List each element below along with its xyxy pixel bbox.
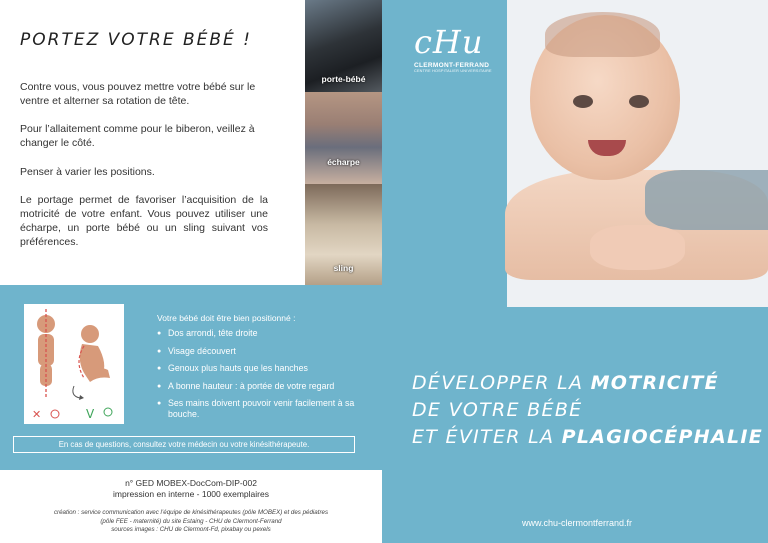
baby-eye [573,95,593,108]
list-item: ● A bonne hauteur : à portée de votre regard [157,381,367,392]
logo-mark: cHu [414,23,484,61]
headline-text: ET ÉVITER LA [412,426,562,448]
photo-label: porte-bébé [321,74,366,84]
photo-label: écharpe [327,157,360,167]
photo-label: sling [333,263,354,273]
list-item: ● Ses mains doivent pouvoir venir facilement à sa bouche. [157,398,367,420]
website-link[interactable]: www.chu-clermontferrand.fr [522,518,633,528]
photo-scarf [305,92,382,184]
paragraph-vary: Penser à varier les positions. [20,166,155,178]
correct-posture-figure [73,325,110,400]
print-info: impression en interne - 1000 exemplaires [113,489,269,499]
posture-diagram [24,304,124,424]
contact-notice: En cas de questions, consultez votre médecin ou votre kinésithérapeute. [13,436,355,453]
baby-hair [545,12,660,57]
list-item: ● Dos arrondi, tête droite [157,328,367,339]
happy-face-icon [104,408,112,416]
photo-baby-carrier [305,0,382,92]
paragraph-carrying: Le portage permet de favoriser l’acquisition de la motricité de votre enfant. Vous pouvez utiliser une écharpe, un porte bébé ou un sling suivant vos préférences. [20,194,268,248]
baby-eye [629,95,649,108]
headline-panel [382,307,768,543]
photo-sling [305,184,382,285]
headline-emphasis: MOTRICITÉ [590,372,719,394]
headline-emphasis: PLAGIOCÉPHALIE [561,426,764,448]
list-item: ● Visage découvert [157,346,367,357]
baby-overalls [645,170,768,230]
sad-face-icon [51,410,59,418]
headline-line-3 [412,426,763,448]
headline-text: DÉVELOPPER LA [412,372,591,394]
blue-edge [382,0,395,307]
list-item: ● Genoux plus hauts que les hanches [157,363,367,374]
baby-arm [590,225,685,270]
positioning-intro: Votre bébé doit être bien positionné : [157,313,296,323]
headline-line-2: DE VOTRE BÉBÉ [412,399,583,421]
positioning-list [157,328,367,427]
cross-icon: ✕ [32,408,42,421]
credit-line: création : service communication avec l’équipe de kinésithérapeutes (pôle MOBEX) et des pédiatres [53,509,329,516]
wrong-posture-figure [37,309,55,399]
credit-line: sources images : CHU de Clermont-Fd, pixabay ou pexels [111,526,271,533]
logo-name: CLERMONT-FERRAND [414,62,490,69]
check-icon: V [86,407,95,421]
credits [20,509,362,535]
credit-line: (pôle FEE - maternité) du site Estaing - CHU de Clermont-Ferrand [100,517,282,525]
logo-subtitle: CENTRE HOSPITALIER UNIVERSITAIRE [414,69,492,73]
document-reference [0,478,382,500]
paragraph-belly: Contre vous, vous pouvez mettre votre bébé sur le ventre et alterner sa rotation de tête. [20,81,256,107]
chu-logo [414,23,504,73]
page-title: PORTEZ VOTRE BÉBÉ ! [20,30,252,50]
ged-number: n° GED MOBEX-DocCom-DIP-002 [125,478,257,488]
headline-line-1 [412,372,719,394]
paragraph-feeding: Pour l’allaitement comme pour le biberon, veillez à changer le côté. [20,123,255,149]
